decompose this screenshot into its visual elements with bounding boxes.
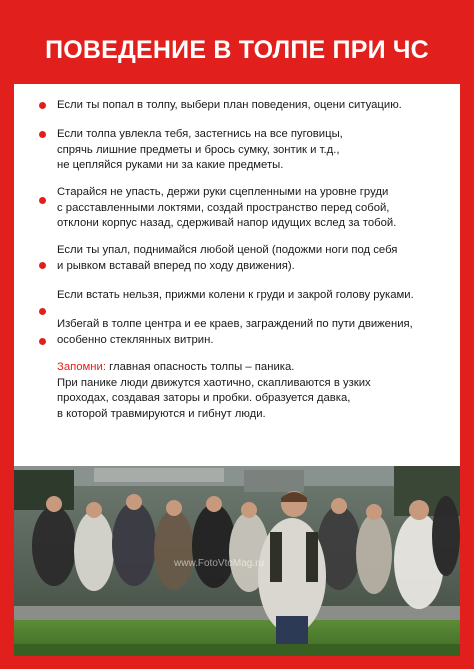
bullet-icon	[39, 308, 46, 315]
rule-text: Если ты упал, поднимайся любой ценой (подожми ноги под себя и рывком вставай вперед по ходу движения).	[57, 244, 398, 272]
note-text: главная опасность толпы – паника. При панике люди движутся хаотично, скапливаются в узких проходах, создавая заторы и пробки. образуется давка, в которой травмируются и гибнут люди.	[57, 361, 371, 420]
note-label: Запомни:	[57, 361, 106, 373]
rule-text: Если встать нельзя, прижми колени к груди и закрой голову руками.	[57, 289, 414, 301]
bullet-icon	[39, 102, 46, 109]
rule-text: Если толпа увлекла тебя, застегнись на все пуговицы, спрячь лишние предметы и брось сумку, зонтик и т.д., не цепляйся руками ни за какие предметы.	[57, 128, 343, 171]
remember-note	[57, 360, 449, 422]
poster-title: ПОВЕДЕНИЕ В ТОЛПЕ ПРИ ЧС	[45, 36, 429, 64]
crowd-photo	[14, 466, 460, 656]
rule-text: Если ты попал в толпу, выбери план поведения, оцени ситуацию.	[57, 99, 402, 111]
bullet-icon	[39, 131, 46, 138]
bullet-icon	[39, 262, 46, 269]
content-panel	[14, 84, 460, 656]
rule-text: Старайся не упасть, держи руки сцепленными на уровне груди с расставленными локтями, создай пространство перед собой, отклони корпус назад, сдерживай напор идущих вслед за тобой.	[57, 186, 397, 229]
rules-list	[14, 84, 460, 464]
photo-watermark: www.FotoVtoMag.ru	[174, 558, 265, 569]
rule-text: Избегай в толпе центра и ее краев, заграждений по пути движения, особенно стеклянных витрин.	[57, 318, 413, 346]
bullet-icon	[39, 338, 46, 345]
bullet-icon	[39, 197, 46, 204]
